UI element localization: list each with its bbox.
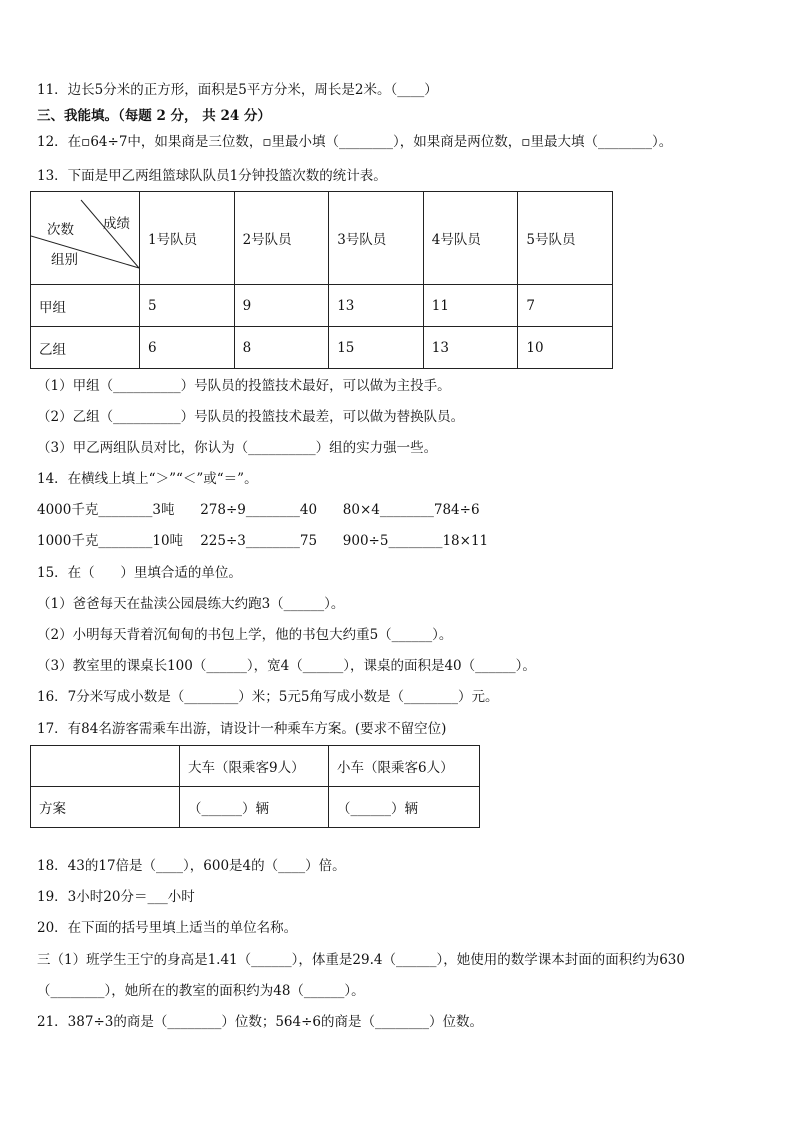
- question-17: 17．有84名游客需乘车出游，请设计一种乘车方案。(要求不留空位): [37, 721, 447, 737]
- question-14-row-1: 4000千克________3吨 278÷9________40 80×4________784÷6: [37, 502, 480, 518]
- question-12: 12．在▫64÷7中，如果商是三位数，▫里最小填（________），如果商是两位数，▫里最大填（________）。: [37, 134, 673, 150]
- header-cell: 大车（限乘客9人）: [180, 746, 329, 787]
- header-cell: 4号队员: [423, 192, 518, 285]
- question-11: 11．边长5分米的正方形，面积是5平方分米，周长是2米。（____）: [37, 82, 438, 98]
- diagonal-lines: [31, 192, 148, 284]
- table-cell: 6: [140, 327, 235, 369]
- question-15-part-3: （3）教室里的课桌长100（______），宽4（______），课桌的面积是40（______）。: [37, 658, 536, 674]
- table-row: [31, 285, 613, 327]
- section-3-heading: 三、我能填。（每题 2 分， 共 24 分）: [37, 108, 271, 124]
- table-cell: 8: [234, 327, 329, 369]
- table-cell: 9: [234, 285, 329, 327]
- table-cell: 13: [329, 285, 424, 327]
- basketball-stats-table: [30, 191, 613, 369]
- group-label: 乙组: [31, 327, 140, 369]
- table-cell: （______）辆: [329, 787, 480, 828]
- question-13-part-1: （1）甲组（__________）号队员的投篮技术最好，可以做为主投手。: [37, 378, 451, 394]
- bus-plan-table: [30, 745, 480, 828]
- question-20: 20．在下面的括号里填上适当的单位名称。: [37, 920, 298, 936]
- header-cell: 2号队员: [234, 192, 329, 285]
- diagonal-header-cell: [31, 192, 140, 285]
- header-cell: 3号队员: [329, 192, 424, 285]
- group-label: 甲组: [31, 285, 140, 327]
- question-15: 15．在（ ）里填合适的单位。: [37, 565, 242, 581]
- question-20-line-b: （________），她所在的教室的面积约为48（______）。: [37, 983, 365, 999]
- question-13-part-2: （2）乙组（__________）号队员的投篮技术最差，可以做为替换队员。: [37, 409, 465, 425]
- table-cell: 10: [518, 327, 613, 369]
- question-14: 14．在横线上填上“＞”“＜”或“＝”。: [37, 471, 258, 487]
- header-cell: 5号队员: [518, 192, 613, 285]
- table-cell: 7: [518, 285, 613, 327]
- question-13-part-3: （3）甲乙两组队员对比，你认为（__________）组的实力强一些。: [37, 440, 438, 456]
- question-20-line-a: 三（1）班学生王宁的身高是1.41（______），体重是29.4（______），她使用的数学课本封面的面积约为630: [37, 952, 685, 968]
- header-cell-empty: [31, 746, 180, 787]
- question-19: 19．3小时20分＝___小时: [37, 889, 195, 905]
- table-row: [31, 327, 613, 369]
- corner-label-score: 成绩: [103, 216, 130, 232]
- corner-label-group: 组别: [51, 252, 78, 268]
- row-label: 方案: [31, 787, 180, 828]
- table-header-row: [31, 746, 480, 787]
- question-16: 16．7分米写成小数是（________）米；5元5角写成小数是（________）元。: [37, 689, 499, 705]
- table-cell: 5: [140, 285, 235, 327]
- question-21: 21．387÷3的商是（________）位数；564÷6的商是（________）位数。: [37, 1014, 484, 1030]
- table-cell: 11: [423, 285, 518, 327]
- header-cell: 小车（限乘客6人）: [329, 746, 480, 787]
- corner-label-count: 次数: [47, 222, 74, 238]
- question-14-row-2: 1000千克________10吨 225÷3________75 900÷5________18×11: [37, 533, 489, 549]
- table-row: [31, 787, 480, 828]
- question-15-part-1: （1）爸爸每天在盐渎公园晨练大约跑3（______）。: [37, 596, 345, 612]
- question-18: 18．43的17倍是（____），600是4的（____）倍。: [37, 858, 346, 874]
- table-cell: 13: [423, 327, 518, 369]
- table-header-row: [31, 192, 613, 285]
- question-15-part-2: （2）小明每天背着沉甸甸的书包上学，他的书包大约重5（______）。: [37, 627, 453, 643]
- table-cell: （______）辆: [180, 787, 329, 828]
- table-cell: 15: [329, 327, 424, 369]
- header-cell: 1号队员: [140, 192, 235, 285]
- question-13: 13．下面是甲乙两组篮球队队员1分钟投篮次数的统计表。: [37, 168, 387, 184]
